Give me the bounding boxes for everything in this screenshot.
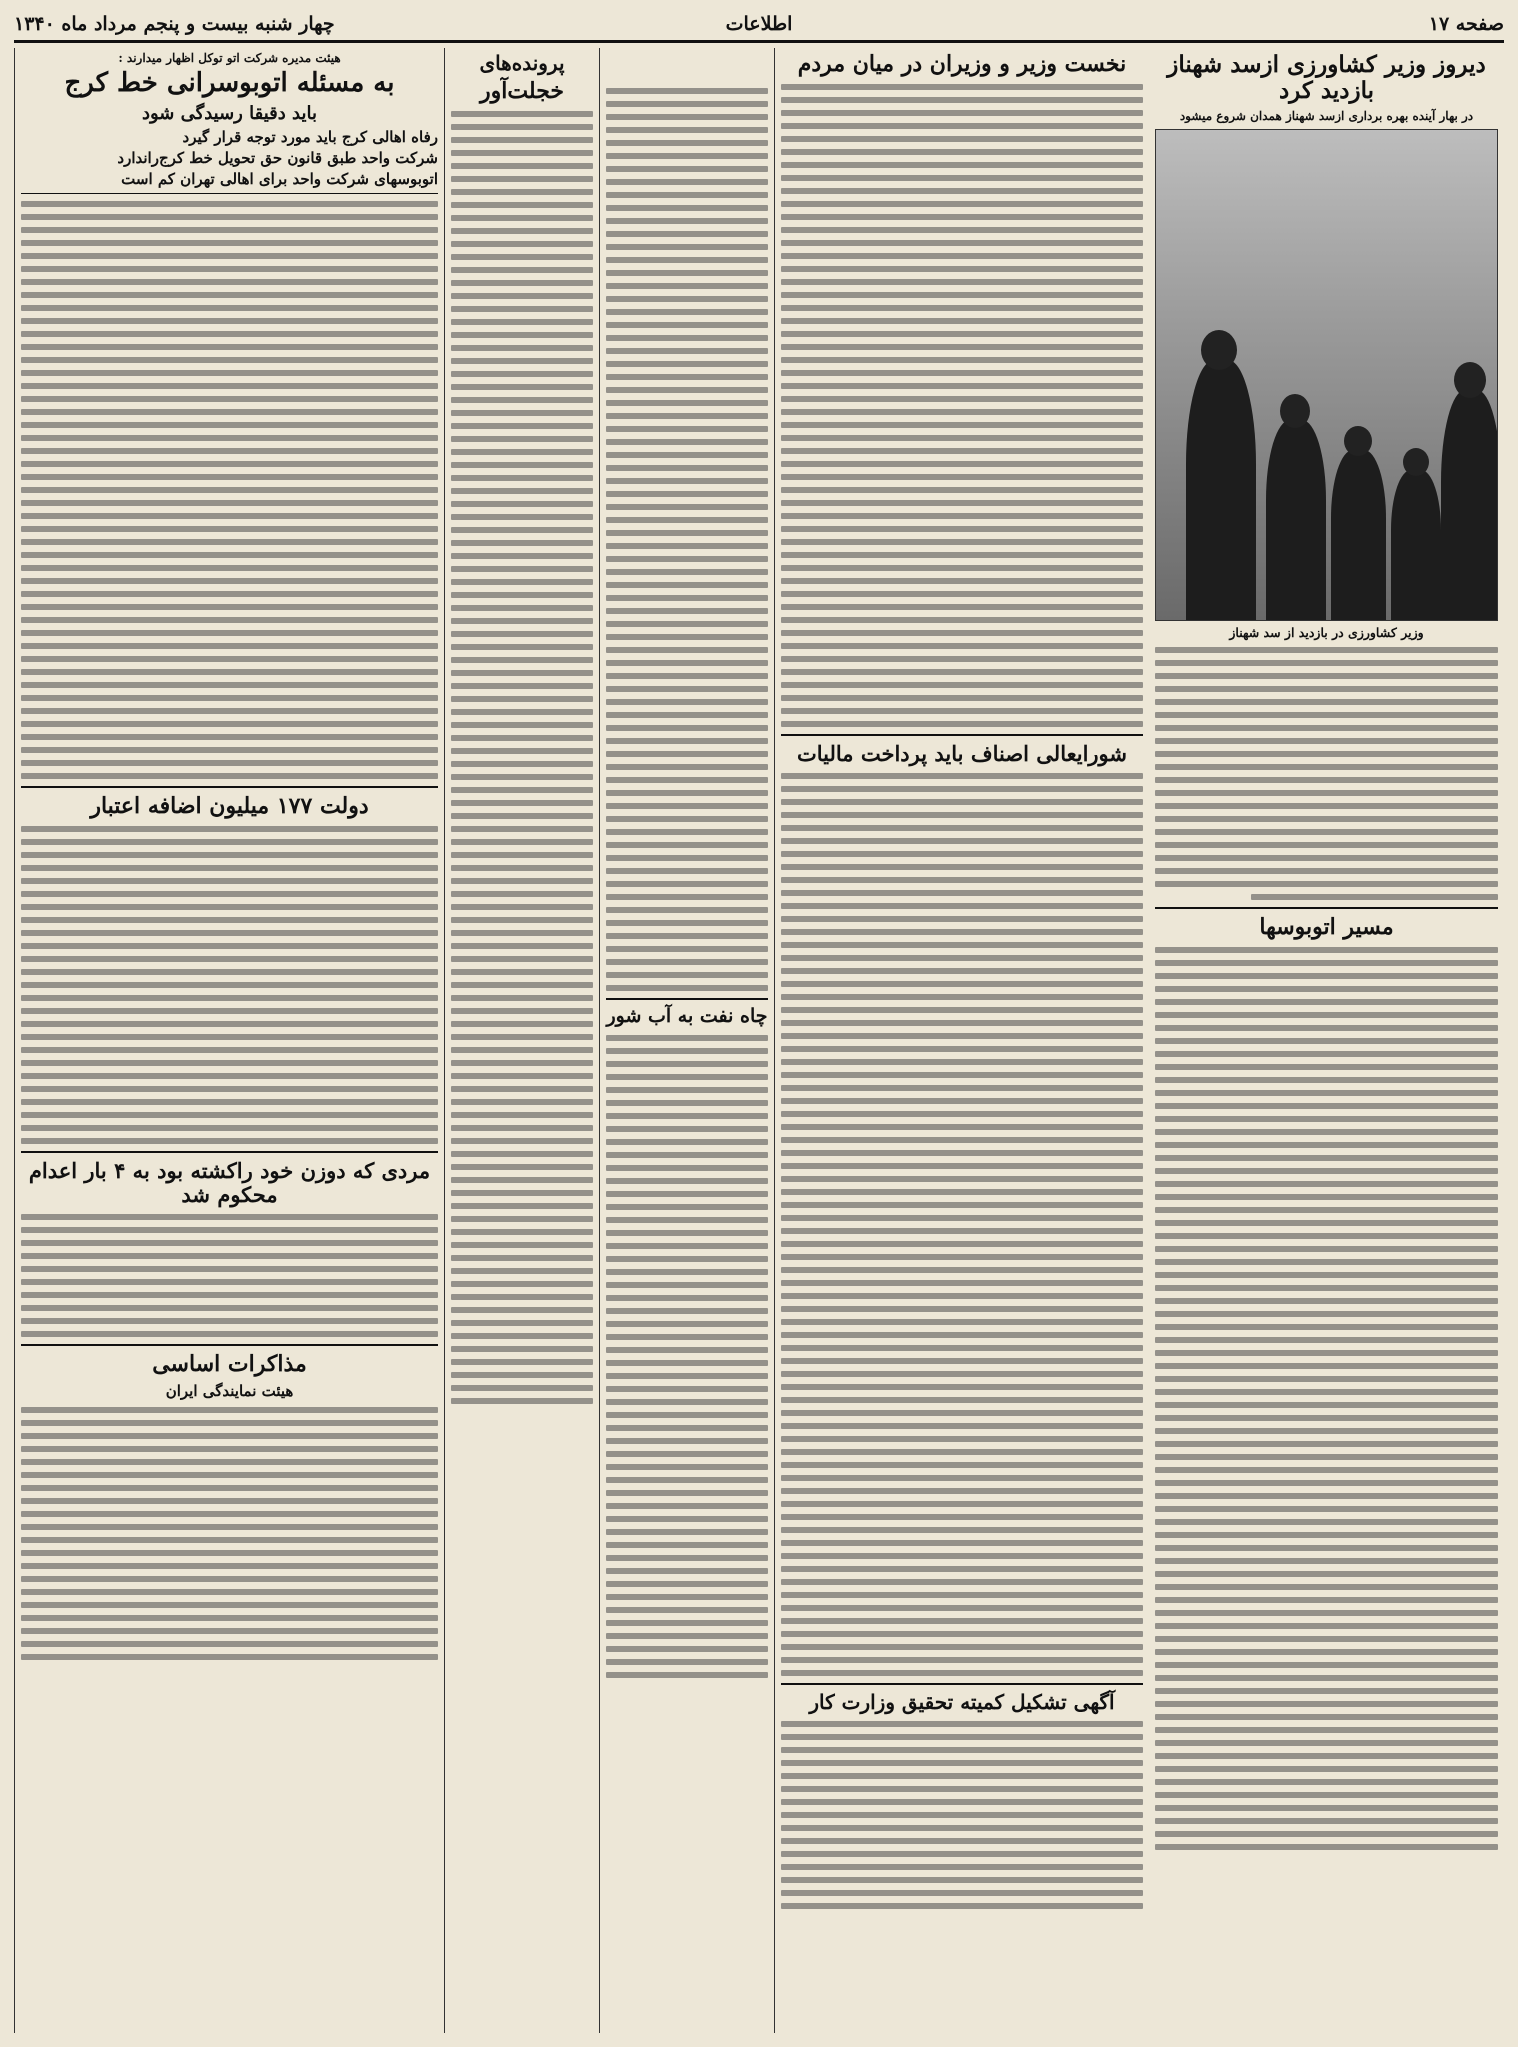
notice-body	[781, 1721, 1143, 1909]
agriculture-body	[1155, 647, 1498, 900]
column-files	[444, 48, 599, 2033]
names-body	[606, 88, 768, 991]
column-names	[599, 48, 774, 2033]
agriculture-subhead: در بهار آینده بهره برداری ازسد شهناز همدان شروع میشود	[1179, 108, 1474, 123]
pm-headline: نخست وزیر و وزیران در میان مردم	[797, 51, 1127, 77]
verdict-body	[21, 1214, 438, 1337]
column-bus	[14, 48, 444, 2033]
bus-bullet-1: رفاه اهالی کرج باید مورد توجه قرار گیرد	[182, 127, 438, 146]
files-headline-1: پرونده‌های	[479, 51, 565, 75]
bus-routes-body	[1155, 947, 1498, 1850]
talks-body	[21, 1407, 438, 1660]
bus-bullet-2: شرکت واحد طبق قانون حق تحویل خط کرج‌راندارد	[117, 148, 438, 167]
bus-body	[21, 201, 438, 779]
pm-body	[781, 84, 1143, 727]
issue-date: چهار شنبه بیست و پنجم مرداد ماه ۱۳۴۰	[13, 13, 335, 35]
dam-visit-photo	[1155, 129, 1498, 621]
bus-bullet-3: اتوبوسهای شرکت واحد برای اهالی تهران کم است	[121, 169, 438, 188]
files-body	[451, 111, 593, 1404]
page-number: صفحه ۱۷	[1428, 13, 1504, 35]
verdict-headline: مردی که دوزن خود راکشته بود به ۴ بار اعدام محکوم شد	[28, 1158, 431, 1208]
taxes-headline: شورایعالی اصناف باید پرداخت مالیات	[797, 741, 1127, 767]
column-agriculture	[1149, 48, 1504, 2033]
column-pm	[774, 48, 1149, 2033]
paper-name: اطلاعات	[725, 13, 793, 35]
talks-headline: مذاکرات اساسی	[152, 1351, 307, 1378]
notice-headline: آگهی تشکیل کمیته تحقیق وزارت کار	[809, 1690, 1115, 1715]
talks-subhead: هیئت نمایندگی ایران	[165, 1381, 294, 1400]
files-headline-2: خجلت‌آور	[479, 78, 565, 104]
oil-well-body	[606, 1035, 768, 1678]
bus-routes-headline: مسیر اتوبوسها	[1259, 913, 1394, 940]
photo-caption: وزیر کشاورزی در بازدید از سد شهناز	[1229, 624, 1424, 640]
credit-headline: دولت ۱۷۷ میلیون اضافه اعتبار	[90, 792, 369, 819]
taxes-body	[781, 773, 1143, 1676]
bus-headline: به مسئله اتوبوسرانی خط کرج	[64, 68, 395, 98]
masthead	[14, 8, 1504, 43]
agriculture-headline: دیروز وزیر کشاورزی ازسد شهناز بازدید کرد	[1167, 51, 1486, 105]
bus-subhead: باید دقیقا رسیدگی شود	[141, 102, 318, 124]
oil-well-headline: چاه نفت به آب شور	[606, 1005, 768, 1027]
bus-kicker: هیئت مدیره شرکت اتو توکل اظهار میدارند :	[118, 51, 341, 65]
credit-body	[21, 826, 438, 1144]
